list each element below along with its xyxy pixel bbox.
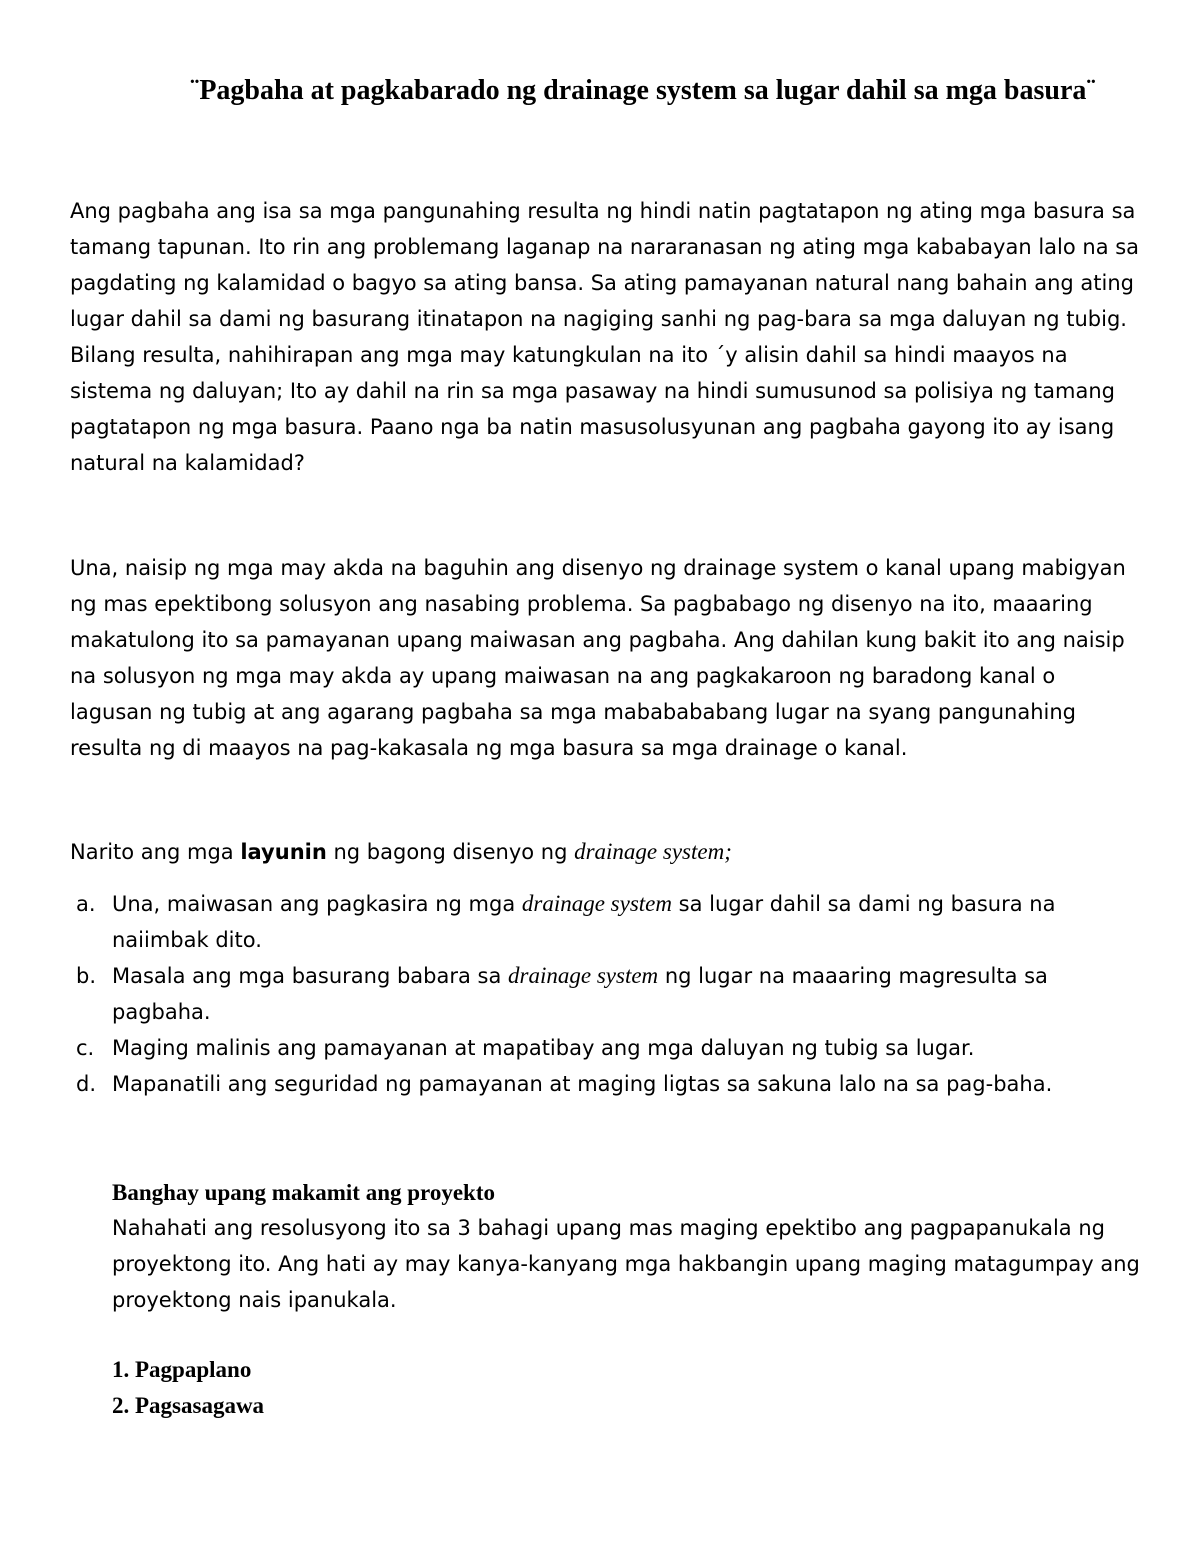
objectives-list (70, 886, 1140, 1102)
plan-section (112, 1176, 1142, 1318)
objective-marker: a. (76, 892, 96, 916)
objectives-intro-italic: drainage system; (574, 839, 732, 864)
objective-item (70, 958, 1140, 1030)
objective-text-after: ng lugar na maaaring magresulta sa pagbaha. (112, 964, 1048, 1024)
objective-italic: drainage system (508, 963, 659, 988)
solution-paragraph: Una, naisip ng mga may akda na baguhin ang disenyo ng drainage system o kanal upang mabigyan ng mas epektibong solusyon ang nasabing problema. Sa pagbabago ng disenyo na ito, maaaring makatulong ito sa pamayanan upang maiwasan ang pagbaha. Ang dahilan kung bakit ito ang naisip na solusyon ng mga may akda ay upang maiwasan na ang pagkakaroon ng baradong kanal o lagusan ng tubig at ang agarang pagbaha sa mga mababababang lugar na syang pangunahing resulta ng di maayos na pag-kakasala ng mga basura sa mga drainage o kanal. (70, 556, 1126, 760)
objective-text: Masala ang mga basurang babara sa (112, 964, 509, 988)
objective-text: Maging malinis ang pamayanan at mapatibay ang mga daluyan ng tubig sa lugar. (112, 1036, 975, 1060)
document-title: ¨Pagbaha at pagkabarado ng drainage system sa lugar dahil sa mga basura¨ (190, 75, 1096, 106)
intro-paragraph: Ang pagbaha ang isa sa mga pangunahing resulta ng hindi natin pagtatapon ng ating mga basura sa tamang tapunan. Ito rin ang problemang laganap na nararanasan ng ating mga kababayan lalo na sa pagdating ng kalamidad o bagyo sa ating bansa. Sa ating pamayanan natural nang bahain ang ating lugar dahil sa dami ng basurang itinatapon na nagiging sanhi ng pag-bara sa mga daluyan ng tubig. Bilang resulta, nahihirapan ang mga may katungkulan na ito ´y alisin dahil sa hindi maayos na sistema ng daluyan; Ito ay dahil na rin sa mga pasaway na hindi sumusunod sa polisiya ng tamang pagtatapon ng mga basura. Paano nga ba natin masusolusyunan ang pagbaha gayong ito ay isang natural na kalamidad? (70, 199, 1140, 475)
step-item: 2. Pagsasagawa (112, 1393, 265, 1418)
objective-marker: c. (76, 1036, 95, 1060)
steps-list (112, 1352, 264, 1424)
objectives-intro-middle: ng bagong disenyo ng (326, 840, 575, 864)
objectives-intro-before: Narito ang mga (70, 840, 241, 864)
objectives-intro-bold: layunin (240, 840, 327, 864)
objective-text: Mapanatili ang seguridad ng pamayanan at maging ligtas sa sakuna lalo na sa pag-baha. (112, 1072, 1053, 1096)
objectives-intro (70, 834, 1140, 870)
objective-text: Una, maiwasan ang pagkasira ng mga (112, 892, 522, 916)
objective-item (70, 886, 1140, 958)
objective-text-after: sa lugar dahil sa dami ng basura na naiimbak dito. (112, 892, 1056, 952)
objective-item (70, 1030, 1140, 1066)
objective-item (70, 1066, 1140, 1102)
objective-marker: d. (76, 1072, 97, 1096)
objective-italic: drainage system (521, 891, 672, 916)
plan-text: Nahahati ang resolusyong ito sa 3 bahagi upang mas maging epektibo ang pagpapanukala ng proyektong ito. Ang hati ay may kanya-kanyang mga hakbangin upang maging matagumpay ang proyektong nais ipanukala. (112, 1216, 1140, 1312)
objective-marker: b. (76, 964, 97, 988)
plan-heading: Banghay upang makamit ang proyekto (112, 1180, 495, 1205)
step-item: 1. Pagpaplano (112, 1357, 252, 1382)
